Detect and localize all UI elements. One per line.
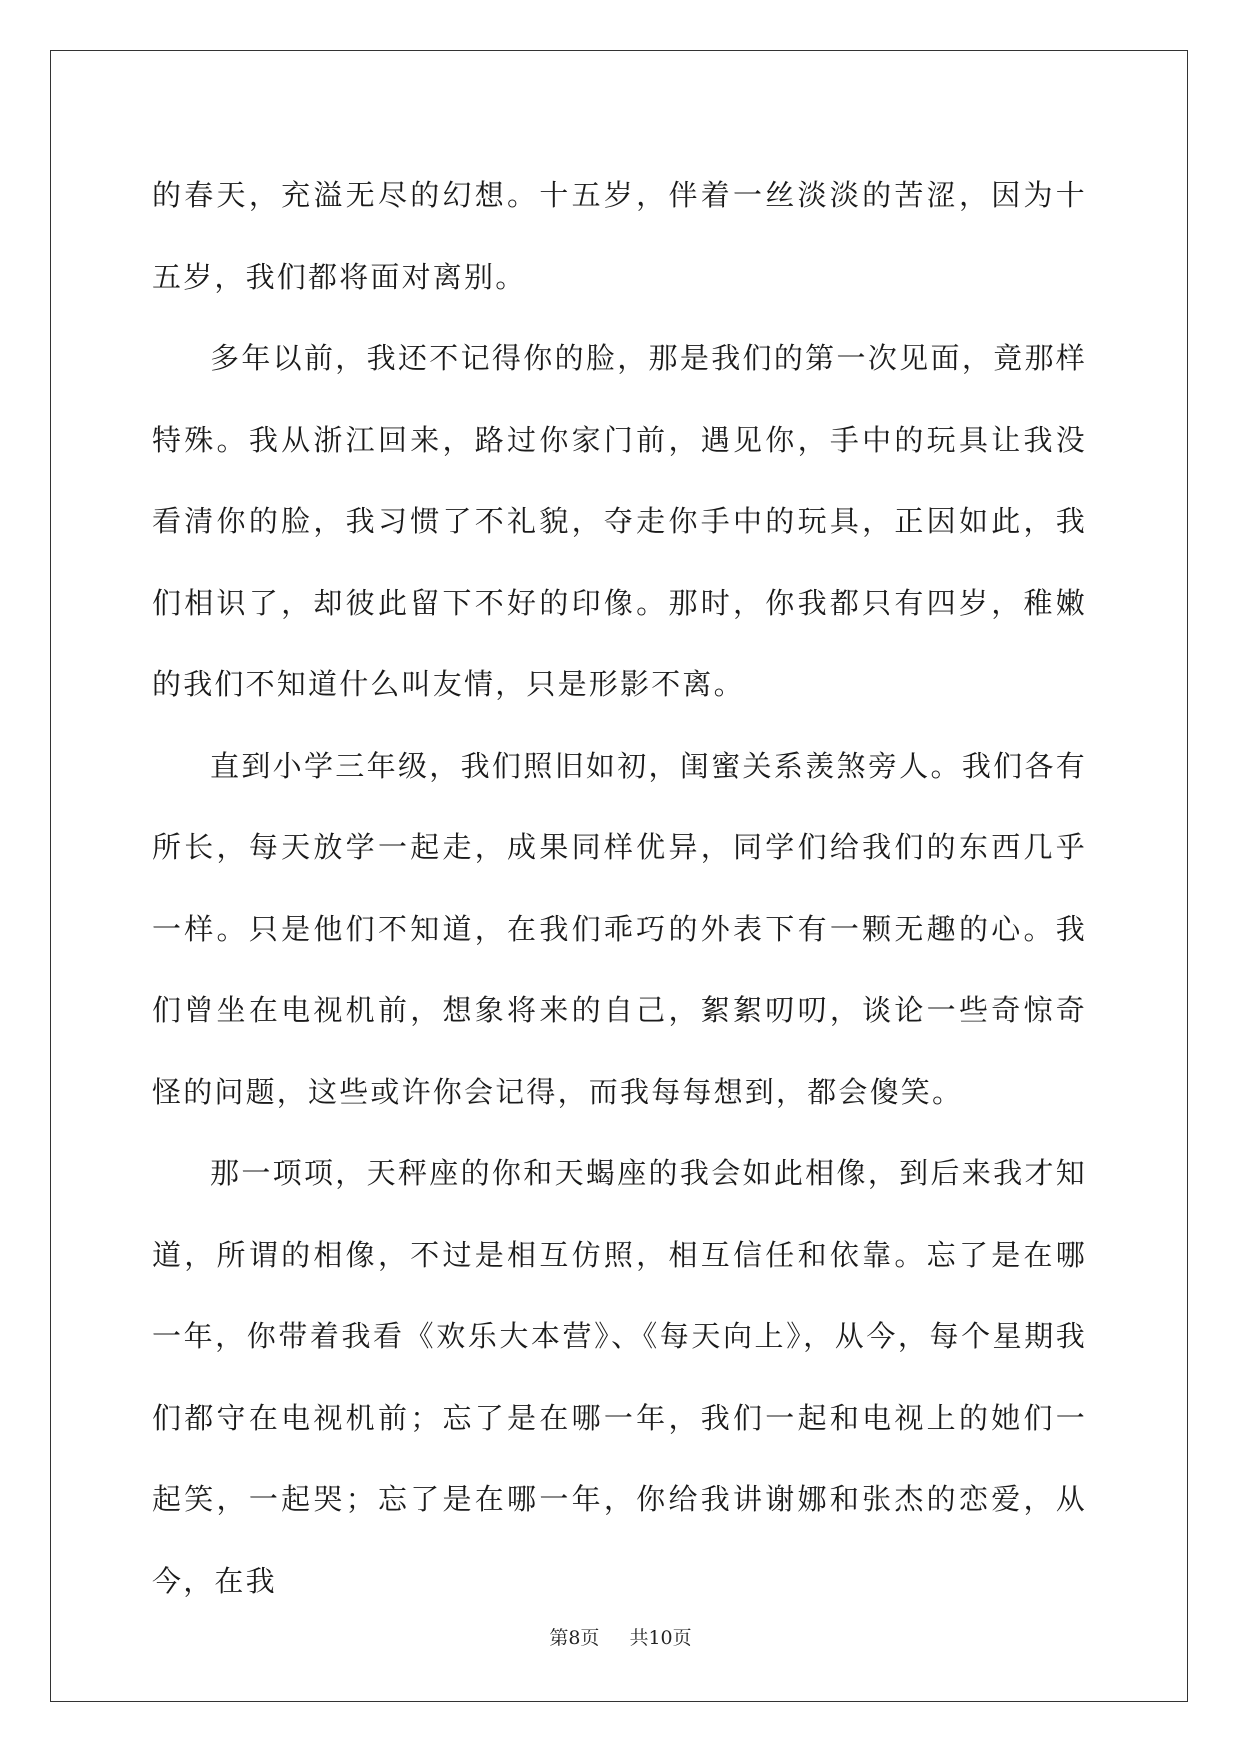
- paragraph-3: 直到小学三年级，我们照旧如初，闺蜜关系羡煞旁人。我们各有所长，每天放学一起走，成果同样优异，同学们给我们的东西几乎一样。只是他们不知道，在我们乖巧的外表下有一颗无趣的心。我们曾坐在电视机前，想象将来的自己，絮絮叨叨，谈论一些奇惊奇怪的问题，这些或许你会记得，而我每每想到，都会傻笑。: [152, 748, 1087, 1109]
- paragraph-4: 那一项项，天秤座的你和天蝎座的我会如此相像，到后来我才知道，所谓的相像，不过是相互仿照，相互信任和依靠。忘了是在哪一年，你带着我看《欢乐大本营》、《每天向上》，从今，每个星期我们都守在电视机前；忘了是在哪一年，我们一起和电视上的她们一起笑，一起哭；忘了是在哪一年，你给我讲谢娜和张杰的恋爱，从今，在我: [152, 1156, 1087, 1598]
- document-body: [152, 155, 1087, 1598]
- paragraph-2: 多年以前，我还不记得你的脸，那是我们的第一次见面，竟那样特殊。我从浙江回来，路过你家门前，遇见你，手中的玩具让我没看清你的脸，我习惯了不礼貌，夺走你手中的玩具，正因如此，我们相识了，却彼此留下不好的印像。那时，你我都只有四岁，稚嫩的我们不知道什么叫友情，只是形影不离。: [152, 341, 1087, 701]
- page-total: 共10页: [629, 1627, 692, 1649]
- paragraph-1: 的春天，充溢无尽的幻想。十五岁，伴着一丝淡淡的苦涩，因为十五岁，我们都将面对离别。: [152, 178, 1087, 294]
- page-footer: [0, 1623, 1241, 1650]
- page-number: 第8页: [549, 1627, 600, 1649]
